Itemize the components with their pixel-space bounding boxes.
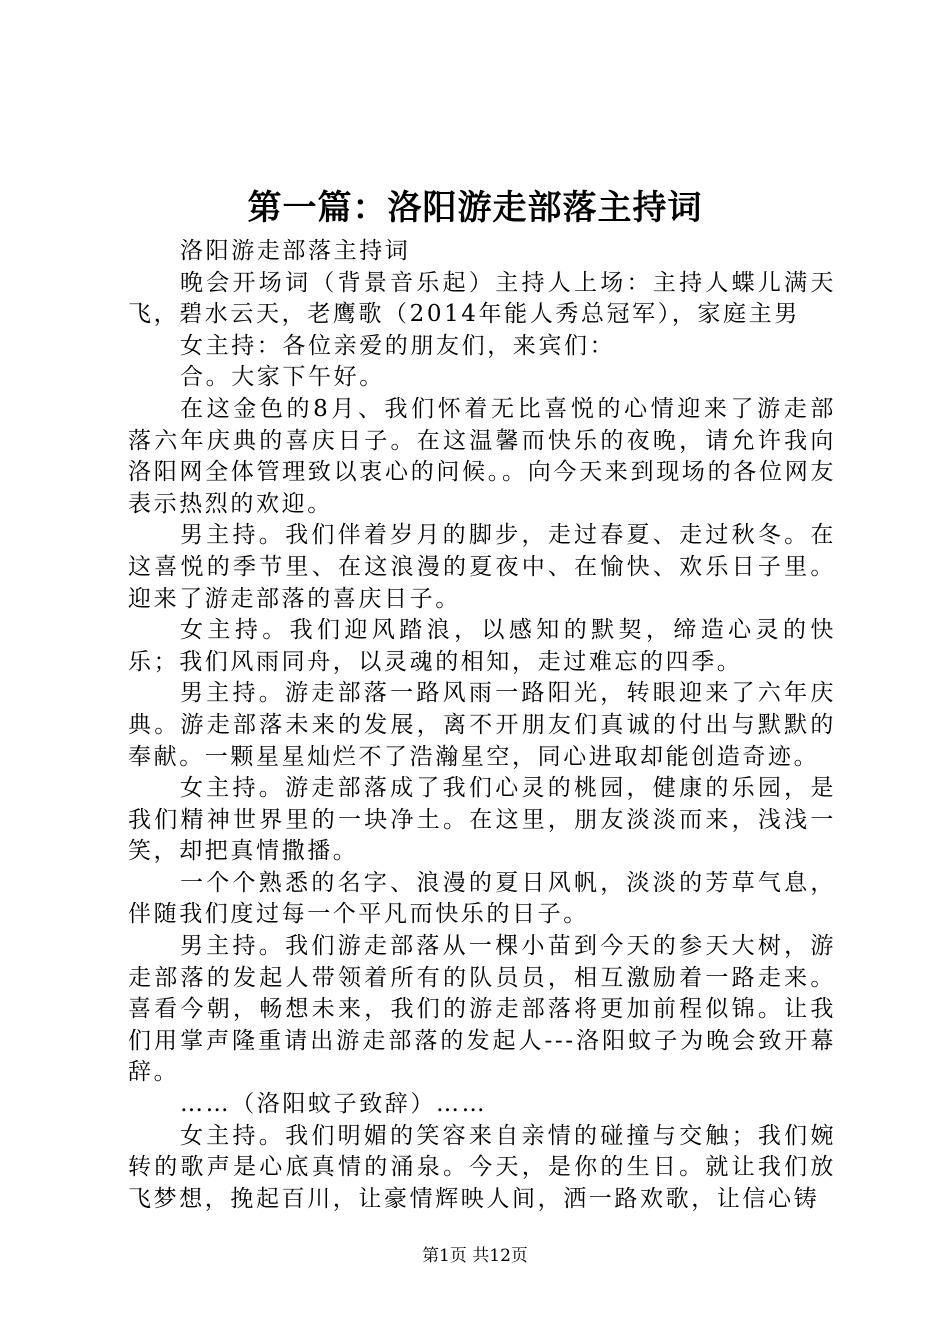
- paragraph: 女主持。游走部落成了我们心灵的桃园，健康的乐园，是我们精神世界里的一块净土。在这里，朋友淡淡而来，浅浅一笑，却把真情撒播。: [128, 775, 836, 865]
- paragraph: 女主持：各位亲爱的朋友们，来宾们：: [180, 332, 616, 359]
- paragraph: 男主持。游走部落一路风雨一路阳光，转眼迎来了六年庆典。游走部落未来的发展，离不开朋友们真诚的付出与默默的奉献。一颗星星灿烂不了浩瀚星空，同心进取却能创造奇迹。: [128, 680, 836, 770]
- document-title: 第一篇：洛阳游走部落主持词: [247, 188, 703, 228]
- paragraph: 女主持。我们迎风踏浪，以感知的默契，缔造心灵的快乐；我们风雨同舟，以灵魂的相知，走过难忘的四季。: [128, 617, 836, 675]
- paragraph: 在这金色的8月、我们怀着无比喜悦的心情迎来了游走部落六年庆典的喜庆日子。在这温馨而快乐的夜晚，请允许我向洛阳网全体管理致以衷心的问候。。向今天来到现场的各位网友表示热烈的欢迎。: [128, 395, 836, 517]
- paragraph: 合。大家下午好。: [180, 364, 385, 391]
- paragraph: 男主持。我们伴着岁月的脚步，走过春夏、走过秋冬。在这喜悦的季节里、在这浪漫的夏夜中、在愉快、欢乐日子里。迎来了游走部落的喜庆日子。: [128, 522, 836, 612]
- paragraph: 洛阳游走部落主持词: [180, 238, 411, 264]
- page-footer: 第1页 共12页: [422, 1246, 528, 1266]
- paragraph: 男主持。我们游走部落从一棵小苗到今天的参天大树，游走部落的发起人带领着所有的队员员，相互激励着一路走来。喜看今朝，畅想未来，我们的游走部落将更加前程似锦。让我们用掌声隆重请出游走部落的发起人---洛阳蚊子为晚会致开幕辞。: [128, 933, 836, 1086]
- paragraph: ……（洛阳蚊子致辞）……: [180, 1091, 488, 1118]
- paragraph: 女主持。我们明媚的笑容来自亲情的碰撞与交触；我们婉转的歌声是心底真情的涌泉。今天，是你的生日。就让我们放飞梦想，挽起百川，让豪情辉映人间，洒一路欢歌，让信心铸: [128, 1122, 836, 1212]
- paragraph: 一个个熟悉的名字、浪漫的夏日风帆，淡淡的芳草气息，伴随我们度过每一个平凡而快乐的日子。: [128, 869, 836, 928]
- paragraph: 晚会开场词（背景音乐起）主持人上场：主持人蝶儿满天飞，碧水云天，老鹰歌（2014年能人秀总冠军），家庭主男: [128, 269, 836, 328]
- document-body: [128, 236, 836, 1215]
